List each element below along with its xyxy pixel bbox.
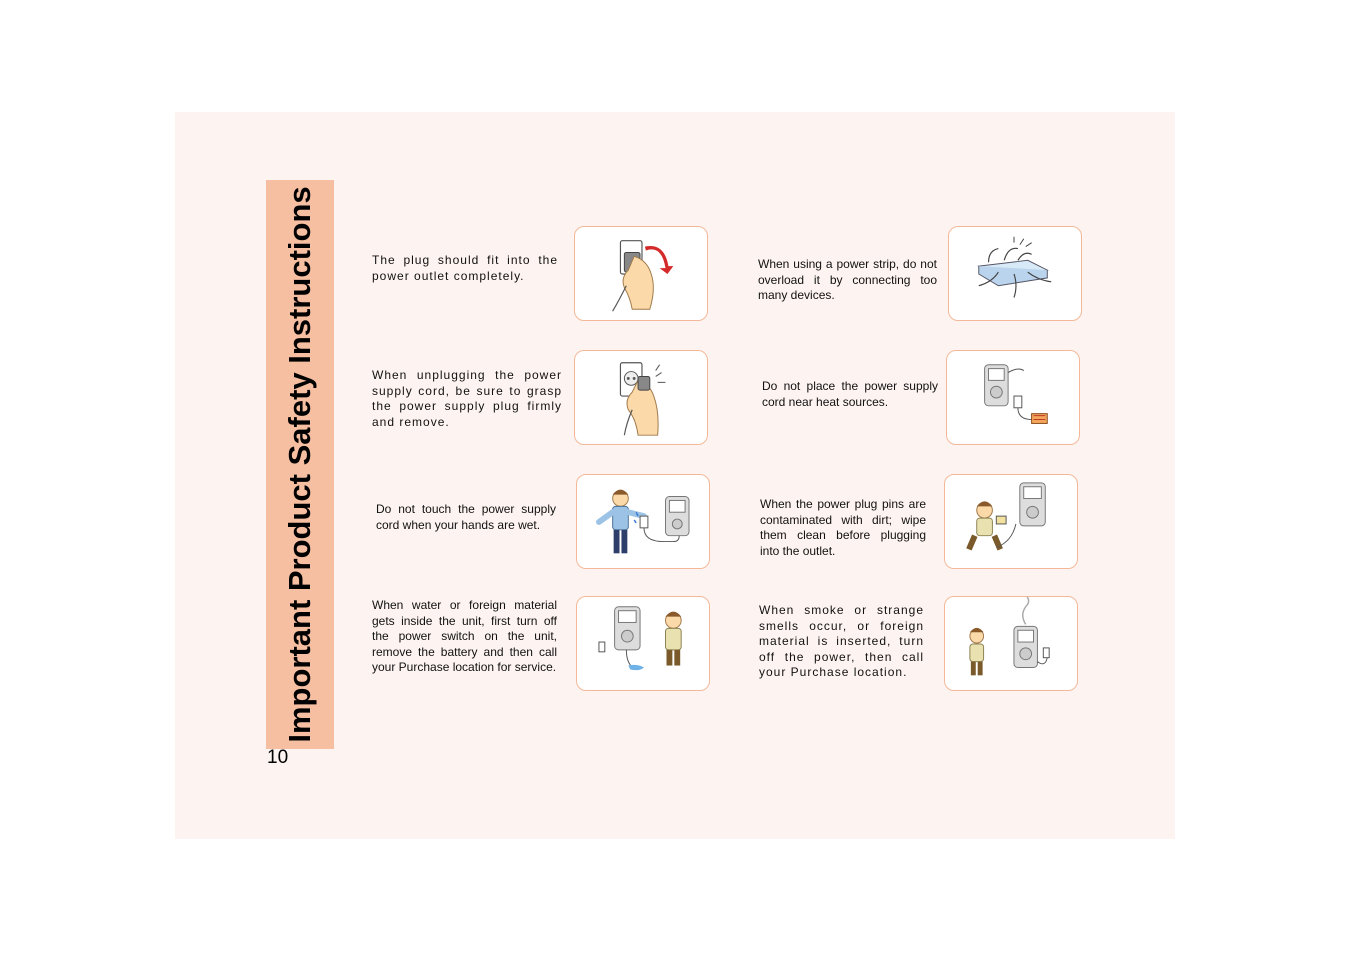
instruction-text-5: When using a power strip, do not overload it by connecting too many devices. [758, 257, 937, 302]
wet-hands-icon [576, 474, 710, 569]
instruction-text-6: Do not place the power supply cord near heat sources. [762, 379, 938, 409]
instruction-text-8: When smoke or strange smells occur, or foreign material is inserted, turn off the power, then call your Purchase location. [759, 603, 924, 679]
plug-insert-icon [574, 226, 708, 321]
instruction-text-1: The plug should fit into the power outlet completely. [372, 253, 558, 283]
plug-remove-icon [574, 350, 708, 445]
instruction-text-2: When unplugging the power supply cord, be sure to grasp the power supply plug firmly and remove. [372, 368, 562, 429]
heat-source-icon [946, 350, 1080, 445]
instruction-text-3: Do not touch the power supply cord when your hands are wet. [376, 502, 556, 532]
power-strip-icon [948, 226, 1082, 321]
page-number: 10 [267, 747, 289, 768]
instruction-text-4: When water or foreign material gets inside the unit, first turn off the power switch on the unit, remove the battery and then call your Purchase location for service. [372, 598, 557, 674]
smoke-warning-icon [944, 596, 1078, 691]
instruction-text-7: When the power plug pins are contaminated with dirt; wipe them clean before plugging into the outlet. [760, 497, 926, 558]
section-sidebar [266, 180, 334, 749]
clean-plug-icon [944, 474, 1078, 569]
water-spill-icon [576, 596, 710, 691]
section-title: Important Product Safety Instructions [282, 186, 317, 743]
